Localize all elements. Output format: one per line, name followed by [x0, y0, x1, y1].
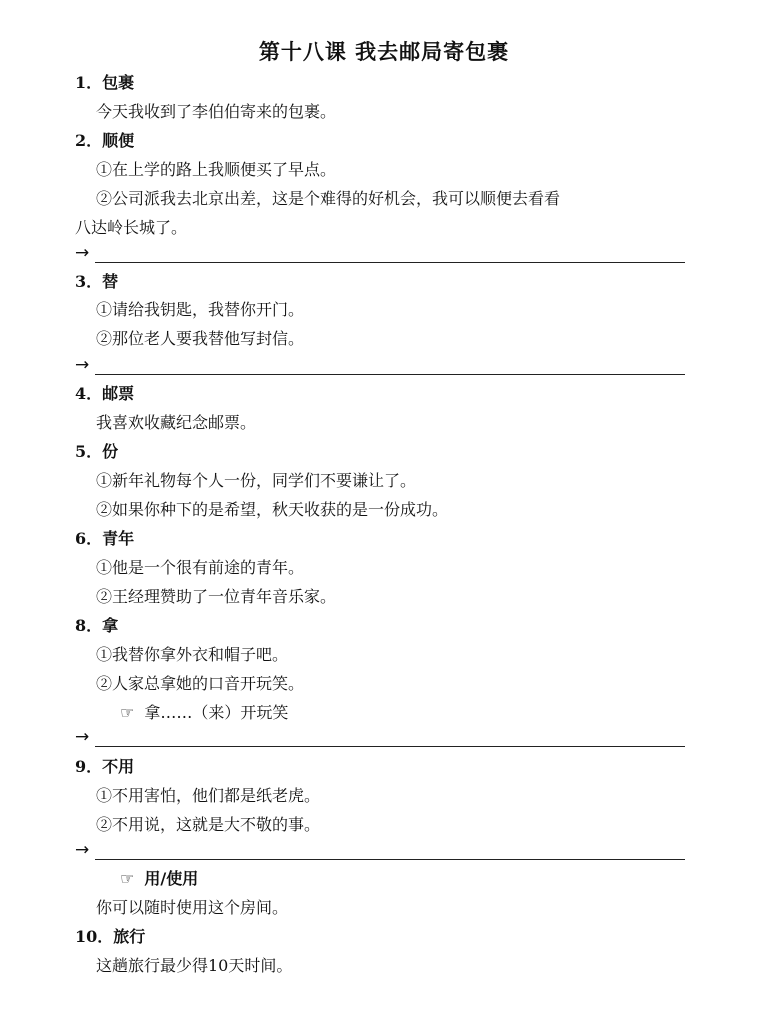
example-line-continued: 八达岭长城了。	[75, 218, 188, 237]
example-line: ②那位老人要我替他写封信。	[96, 329, 305, 348]
right-arrow-icon: →	[75, 243, 90, 263]
vocab-head-4: 4．邮票	[75, 384, 135, 403]
usage-note-text: 拿……（来）开玩笑	[144, 703, 289, 722]
example-line: 这趟旅行最少得10天时间。	[96, 956, 293, 975]
vocab-head-8: 8．拿	[75, 616, 119, 635]
example-line: 我喜欢收藏纪念邮票。	[96, 413, 257, 432]
vocab-head-10: 10．旅行	[75, 927, 146, 946]
example-line: ①不用害怕，他们都是纸老虎。	[96, 786, 321, 805]
example-line: ①新年礼物每个人一份，同学们不要谦让了。	[96, 471, 417, 490]
answer-rule	[95, 262, 685, 263]
example-line: ②公司派我去北京出差，这是个难得的好机会，我可以顺便去看看	[96, 189, 561, 208]
example-line: ①请给我钥匙，我替你开门。	[96, 300, 305, 319]
example-line: 你可以随时使用这个房间。	[96, 898, 289, 917]
example-line: ②王经理赞助了一位青年音乐家。	[96, 587, 337, 606]
answer-line[interactable]	[75, 243, 695, 267]
example-line: ②如果你种下的是希望，秋天收获的是一份成功。	[96, 500, 449, 519]
example-line: ①在上学的路上我顺便买了早点。	[96, 160, 337, 179]
answer-line[interactable]	[75, 840, 695, 864]
answer-line[interactable]	[75, 355, 695, 379]
usage-note-text: 用/使用	[144, 869, 199, 888]
right-arrow-icon: →	[75, 727, 90, 747]
example-line: 今天我收到了李伯伯寄来的包裹。	[96, 102, 337, 121]
example-line: ①他是一个很有前途的青年。	[96, 558, 305, 577]
answer-rule	[95, 374, 685, 375]
usage-note	[120, 701, 768, 725]
vocab-head-3: 3．替	[75, 272, 119, 291]
lesson-title: 第十八课 我去邮局寄包裹	[258, 39, 510, 64]
example-line: ①我替你拿外衣和帽子吧。	[96, 645, 289, 664]
pointing-hand-icon: ☞	[120, 869, 135, 888]
answer-rule	[95, 746, 685, 747]
vocab-head-9: 9．不用	[75, 757, 135, 776]
pointing-hand-icon: ☞	[120, 703, 135, 722]
right-arrow-icon: →	[75, 840, 90, 860]
vocab-head-6: 6．青年	[75, 529, 135, 548]
right-arrow-icon: →	[75, 355, 90, 375]
usage-note	[120, 867, 768, 891]
vocab-head-5: 5．份	[75, 442, 119, 461]
vocab-head-1: 1．包裹	[75, 73, 135, 92]
vocab-head-2: 2．顺便	[75, 131, 135, 150]
example-line: ②不用说，这就是大不敬的事。	[96, 815, 321, 834]
example-line: ②人家总拿她的口音开玩笑。	[96, 674, 305, 693]
answer-line[interactable]	[75, 727, 695, 751]
answer-rule	[95, 859, 685, 860]
